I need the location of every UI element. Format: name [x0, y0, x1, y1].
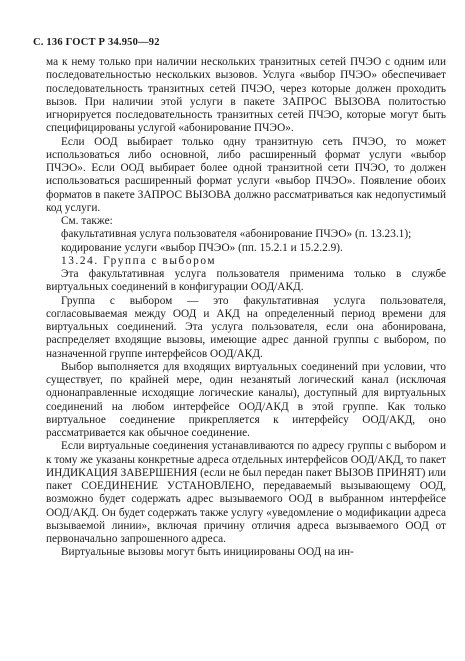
page-number: С. 136 [33, 37, 63, 48]
paragraph: ма к нему только при наличии нескольких транзитных сетей ПЧЭО с одним или последовательностью нескольких вызовов. Услуга «выбор ПЧЭО» обеспечивает последовательность транзитных сетей ПЧЭО, через которые должен проходить вызов. При наличии этой услуги в пакете ЗАПРОС ВЫЗОВА политостью игнорируется последовательность транзитных сетей ПЧЭО, которые могут быть специфицированы услугой «абонирование ПЧЭО». [46, 56, 446, 135]
body-text [46, 56, 446, 560]
paragraph: Выбор выполняется для входящих виртуальных соединений при условии, что существует, по крайней мере, один незанятый логический канал (исключая однонаправленные исходящие логические каналы), доступный для виртуальных соединений на любом интерфейсе ООД/АКД в этой группе. Как только виртуальное соединение прикрепляется к интерфейсу ООД/АКД, оно рассматривается как обычное соединение. [46, 360, 446, 439]
paragraph: Виртуальные вызовы могут быть инициированы ООД на ин- [61, 546, 354, 559]
paragraph: См. также: [61, 215, 113, 227]
paragraph: кодирование услуги «выбор ПЧЭО» (пп. 15.2.1 и 15.2.2.9). [61, 241, 343, 254]
paragraph: Если виртуальные соединения устанавливаются по адресу группы с выбором и к тому же указаны конкретные адреса отдельных интерфейсов ООД/АКД, то пакет ИНДИКАЦИЯ ЗАВЕРШЕНИЯ (если не был передан пакет ВЫЗОВ ПРИНЯТ) или пакет СОЕДИНЕНИЕ УСТАНОВЛЕНО, передаваемый вызывающему ООД, возможно будет содержать адрес вызываемого ООД в выбранном интерфейсе ООД/АКД. Он будет содержать также услугу «уведомление о модификации адреса вызываемой линии», включая причину отличия адреса вызываемого ООД от первоначально запрошенного адреса. [46, 440, 446, 545]
paragraph: Эта факультативная услуга пользователя применима только в службе виртуальных соединений в конфигурации ООД/АКД. [46, 268, 446, 294]
paragraph: факультативная услуга пользователя «абонирование ПЧЭО» (п. 13.23.1); [61, 228, 412, 241]
paragraph: Если ООД выбирает только одну транзитную сеть ПЧЭО, то может использоваться либо основной, либо расширенный формат услуги «выбор ПЧЭО». Если ООД выбирает более одной транзитной сети ПЧЭО, то должен использоваться расширенный формат услуги «выбор ПЧЭО». Появление обоих форматов в пакете ЗАПРОС ВЫЗОВА должно рассматриваться как недопустимый код услуги. [46, 135, 446, 214]
paragraph: Группа с выбором — это факультативная услуга пользователя, согласовываемая между ООД и АКД на определенный период времени для виртуальных соединений. Эта услуга пользователя, если она абонирована, распределяет входящие вызовы, имеющие адрес данной группы с выбором, по назначенной группе интерфейсов ООД/АКД. [46, 294, 446, 360]
standard-id: ГОСТ Р 34.950—92 [65, 37, 160, 48]
section-heading: 13.24. Группа с выбором [61, 254, 217, 267]
page-header [33, 37, 160, 48]
